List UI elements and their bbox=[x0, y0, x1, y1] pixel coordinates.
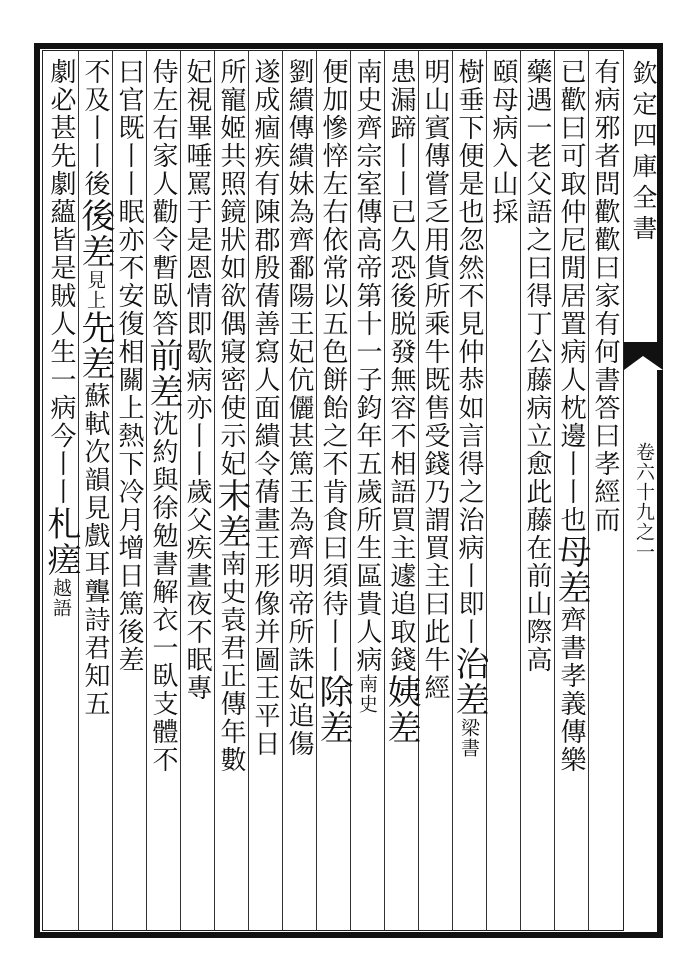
text-column bbox=[248, 58, 282, 758]
column-text: 便加慘悴左右依常以五色餅飴之不肯食曰須待丨丨 bbox=[318, 58, 348, 674]
column-text: 蘇軾次韻見戲耳聾詩君知五 bbox=[80, 382, 110, 718]
text-column bbox=[112, 58, 146, 674]
column-text: 明山賓傳嘗乏用貨所乘牛既售受錢乃謂買主曰此牛經 bbox=[420, 58, 450, 702]
text-column bbox=[180, 58, 214, 702]
text-column bbox=[551, 58, 591, 774]
headword: 先差 bbox=[75, 310, 115, 382]
column-text: 歲父疾晝夜不眠專 bbox=[182, 478, 212, 702]
text-column bbox=[350, 58, 384, 714]
headword: 母差 bbox=[551, 534, 591, 606]
column-text: 沈約與徐勉書解衣一臥支體不 bbox=[148, 410, 178, 774]
source-note: 南史 bbox=[356, 674, 378, 714]
headword: 姨差 bbox=[381, 674, 421, 746]
column-rule bbox=[384, 51, 385, 930]
column-rule bbox=[78, 51, 79, 930]
column-rule bbox=[418, 51, 419, 930]
column-text: 不及丨丨後 bbox=[80, 58, 110, 198]
column-text: 復相關上熱下冷月增日篤後差 bbox=[114, 310, 144, 674]
text-column bbox=[520, 58, 554, 674]
column-rule bbox=[588, 51, 589, 930]
column-rule bbox=[554, 51, 555, 930]
source-note: 梁書 bbox=[458, 718, 480, 758]
column-rule bbox=[486, 51, 487, 930]
column-text: 劉繢傳繢妹為齊鄱陽王妃伉儷甚篤王為齊明帝所誅妃追傷 bbox=[284, 58, 314, 758]
text-column bbox=[313, 58, 353, 746]
column-text: 南史齊宗室傳高帝第十一子鈞年五歲所生區貴人病 bbox=[352, 58, 382, 674]
text-column bbox=[211, 58, 251, 774]
headword: 除差 bbox=[313, 674, 353, 746]
source-note: 見上 bbox=[84, 270, 106, 310]
text-column bbox=[75, 58, 115, 718]
text-column bbox=[282, 58, 316, 758]
column-rule bbox=[350, 51, 351, 930]
text-column bbox=[486, 58, 520, 226]
column-rule bbox=[112, 51, 113, 930]
headword: 治差 bbox=[449, 646, 489, 718]
column-rule bbox=[316, 51, 317, 930]
column-text: 所寵姬共照鏡狀如欲偶寢密使示妃 bbox=[216, 58, 246, 478]
text-column bbox=[143, 58, 183, 774]
text-column bbox=[449, 58, 489, 758]
column-text: 藥遇一老父語之曰得丁公藤病立愈此藤在前山際高 bbox=[522, 58, 552, 674]
column-text: 頤母病入山採 bbox=[488, 58, 518, 226]
column-text: 曰官既丨丨眠亦不安 bbox=[114, 58, 144, 310]
text-column bbox=[381, 58, 421, 746]
headword: 末差 bbox=[211, 478, 251, 550]
fishtail-mark-icon bbox=[624, 342, 663, 370]
column-rule bbox=[520, 51, 521, 930]
column-text: 侍左右家人勸令暫臥答 bbox=[148, 58, 178, 338]
text-column bbox=[41, 58, 81, 618]
page-margin bbox=[624, 50, 663, 931]
volume-label: 卷六十九之一 bbox=[633, 442, 655, 562]
headword: 前差 bbox=[143, 338, 183, 410]
text-column bbox=[418, 58, 452, 702]
column-text: 南史袁君正傳年數 bbox=[216, 550, 246, 774]
column-rule bbox=[214, 51, 215, 930]
column-rule bbox=[452, 51, 453, 930]
column-text: 患漏蹄丨丨已久恐後脱發無容不相語買主遽追取錢 bbox=[386, 58, 416, 674]
headword: 札瘥 bbox=[41, 506, 81, 578]
column-text: 已歡曰可取仲尼閒居置病人枕邊丨丨也 bbox=[556, 58, 586, 534]
column-rule bbox=[282, 51, 283, 930]
column-text: 妃視畢唾罵于是恩情即歇病亦丨丨 bbox=[182, 58, 212, 478]
headword: 後差 bbox=[75, 198, 115, 270]
column-rule bbox=[180, 51, 181, 930]
column-rule bbox=[146, 51, 147, 930]
column-text: 齊書孝義傳樂 bbox=[556, 606, 586, 774]
column-text: 劇必甚先劇 bbox=[46, 58, 76, 198]
column-text: 有病邪者問歡歡曰家有何書答曰孝經而 bbox=[590, 58, 620, 534]
column-text: 蘊皆是賊人生一病今丨丨 bbox=[46, 198, 76, 506]
source-note: 越語 bbox=[50, 578, 72, 618]
column-text: 樹垂下便是也忽然不見仲恭如言得之治病丨即丨 bbox=[454, 58, 484, 646]
column-text: 遂成痼疾有陳郡殷蒨善寫人面繢令蒨畫王形像并圖王平日 bbox=[250, 58, 280, 758]
text-column bbox=[588, 58, 622, 534]
book-title: 欽定四庫全書 bbox=[629, 60, 658, 246]
